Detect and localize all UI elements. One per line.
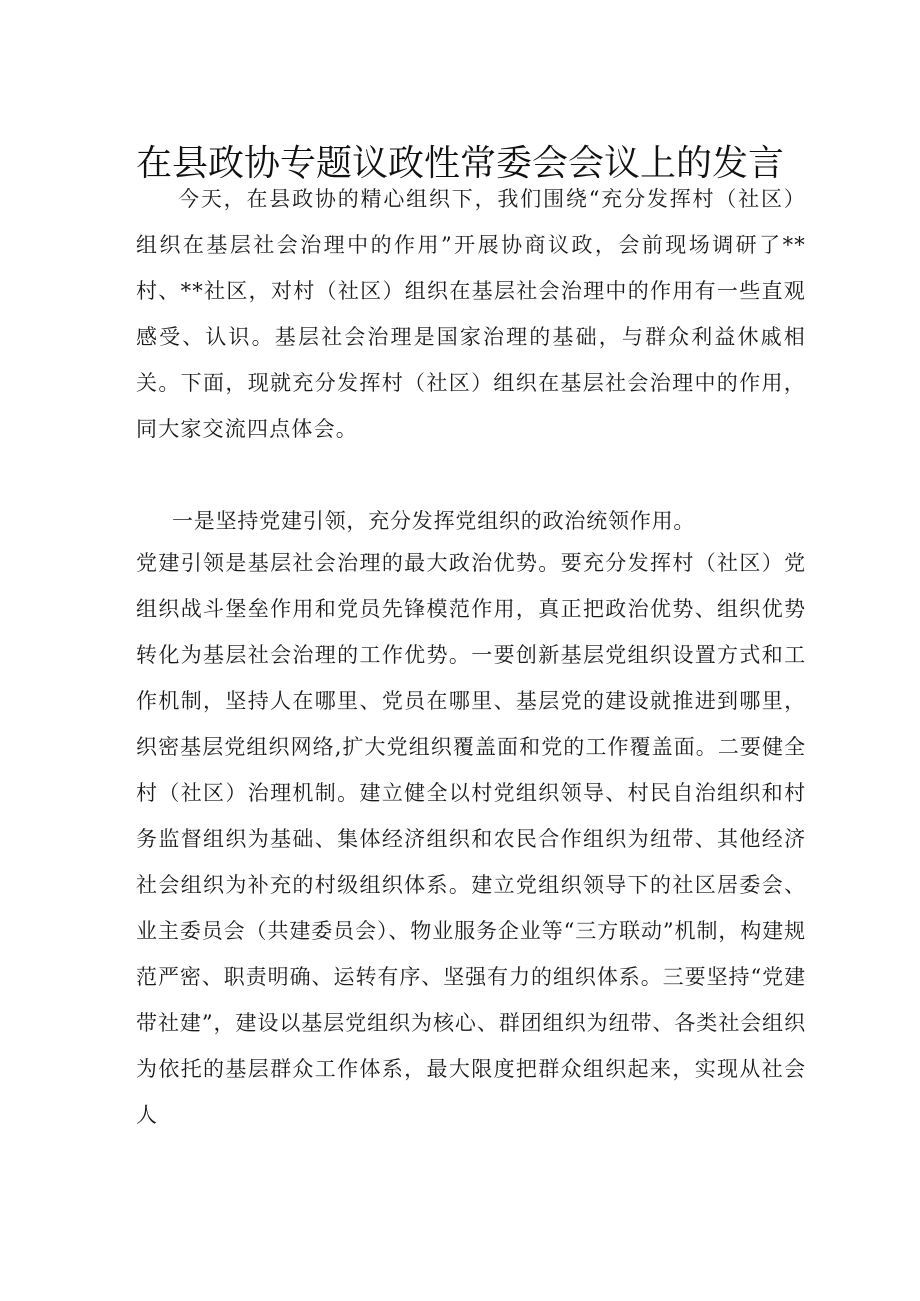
section-1-body: 党建引领是基层社会治理的最大政治优势。要充分发挥村（社区）党组织战斗堡垒作用和党员先锋模范作用，真正把政治优势、组织优势转化为基层社会治理的工作优势。一要创新基层党组织设置方式和工作机制，坚持人在哪里、党员在哪里、基层党的建设就推进到哪里，织密基层党组织网络,扩大党组织覆盖面和党的工作覆盖面。二要健全村（社区）治理机制。建立健全以村党组织领导、村民自治组织和村务监督组织为基础、集体经济组织和农民合作组织为纽带、其他经济社会组织为补充的村级组织体系。建立党组织领导下的社区居委会、业主委员会（共建委员会）、物业服务企业等“三方联动”机制，构建规范严密、职责明确、运转有序、坚强有力的组织体系。三要坚持“党建带社建”，建设以基层党组织为核心、群团组织为纽带、各类社会组织为依托的基层群众工作体系，最大限度把群众组织起来，实现从社会人 [136, 551, 806, 1127]
intro-paragraph: 今天，在县政协的精心组织下，我们围绕“充分发挥村（社区）组织在基层社会治理中的作用”开展协商议政，会前现场调研了**村、**社区，对村（社区）组织在基层社会治理中的作用有一些直观感受、认识。基层社会治理是国家治理的基础，与群众利益休戚相关。下面，现就充分发挥村（社区）组织在基层社会治理中的作用，同大家交流四点体会。 [136, 187, 806, 441]
document-title: 在县政协专题议政性常委会会议上的发言 [136, 143, 785, 184]
section-1-heading: 一是坚持党建引领，充分发挥党组织的政治统领作用。 [172, 509, 696, 533]
